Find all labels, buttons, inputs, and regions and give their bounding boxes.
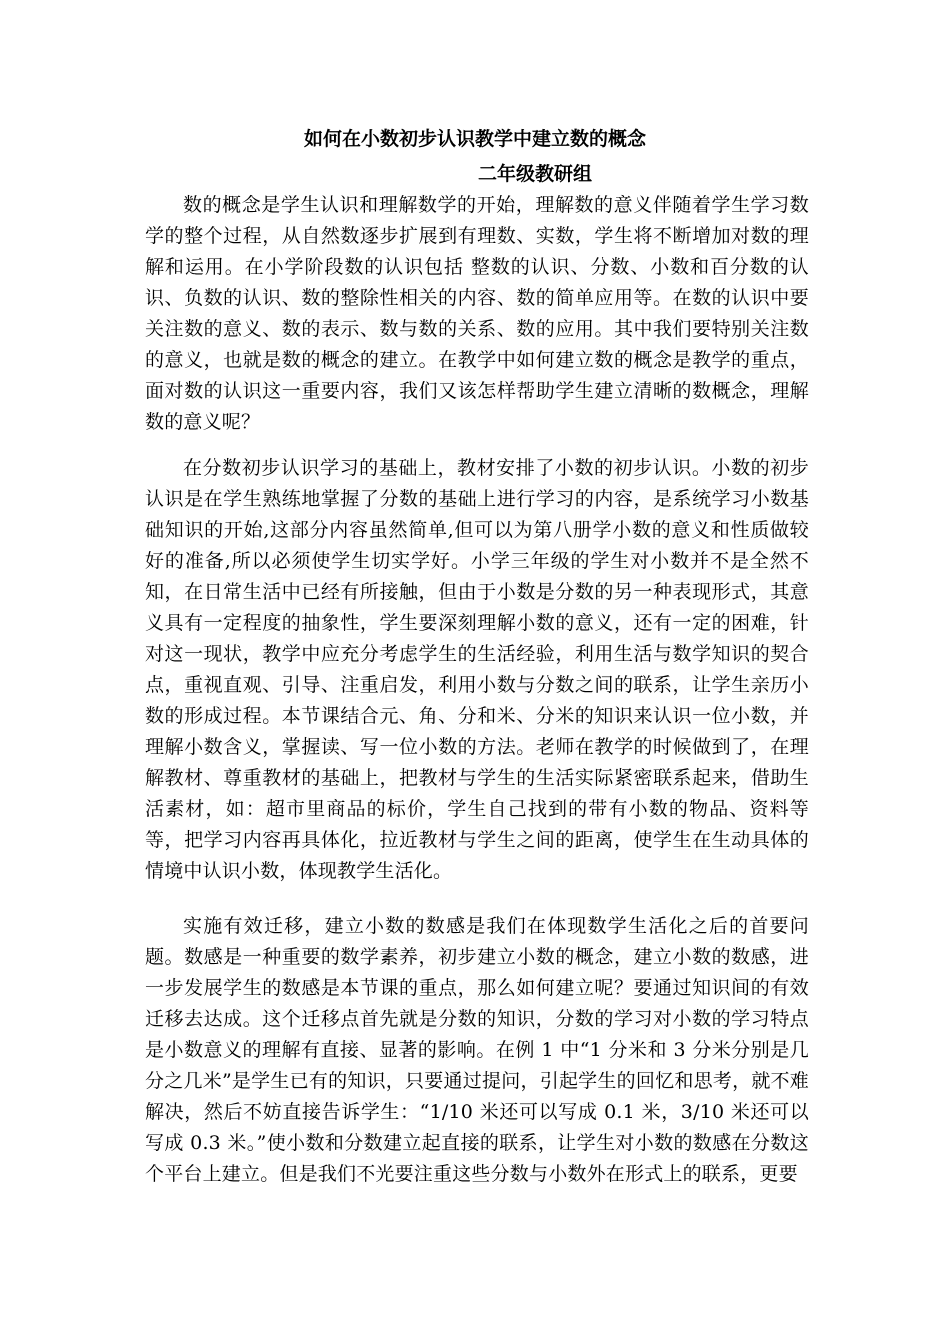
paragraph-2: 在分数初步认识学习的基础上，教材安排了小数的初步认识。小数的初步认识是在学生熟练地掌握了分数的基础上进行学习的内容，是系统学习小数基础知识的开始,这部分内容虽然简单,但可以为第八册学小数的意义和性质做较好的准备,所以必须使学生切实学好。小学三年级的学生对小数并不是全然不知，在日常生活中已经有所接触，但由于小数是分数的另一种表现形式，其意义具有一定程度的抽象性，学生要深刻理解小数的意义，还有一定的困难，针对这一现状，教学中应充分考虑学生的生活经验，利用生活与数学知识的契合点，重视直观、引导、注重启发，利用小数与分数之间的联系，让学生亲历小数的形成过程。本节课结合元、角、分和米、分米的知识来认识一位小数，并理解小数含义，掌握读、写一位小数的方法。老师在教学的时候做到了，在理解教材、尊重教材的基础上，把教材与学生的生活实际紧密联系起来，借助生活素材，如：超市里商品的标价，学生自己找到的带有小数的物品、资料等等，把学习内容再具体化，拉近教材与学生之间的距离，使学生在生动具体的情境中认识小数，体现教学生活化。 [145,457,809,882]
paragraph-1: 数的概念是学生认识和理解数学的开始，理解数的意义伴随着学生学习数学的整个过程，从自然数逐步扩展到有理数、实数，学生将不断增加对数的理解和运用。在小学阶段数的认识包括 整数的认识、分数、小数和百分数的认识、负数的认识、数的整除性相关的内容、数的简单应用等。在数的认识中要关注数的意义、数的表示、数与数的关系、数的应用。其中我们要特别关注数的意义，也就是数的概念的建立。在教学中如何建立数的概念是教学的重点，面对数的认识这一重要内容，我们又该怎样帮助学生建立清晰的数概念，理解数的意义呢？ [145,194,809,433]
document-title: 如何在小数初步认识教学中建立数的概念 [303,128,646,150]
document-author: 二年级教研组 [478,163,593,185]
paragraph-3: 实施有效迁移，建立小数的数感是我们在体现数学生活化之后的首要问题。数感是一种重要的数学素养，初步建立小数的概念，建立小数的数感，进一步发展学生的数感是本节课的重点，那么如何建立呢？要通过知识间的有效迁移去达成。这个迁移点首先就是分数的知识，分数的学习对小数的学习特点是小数意义的理解有直接、显著的影响。在例 1 中“1 分米和 3 分米分别是几分之几米”是学生已有的知识，只要通过提问，引起学生的回忆和思考，就不难解决，然后不妨直接告诉学生：“1/10 米还可以写成 0.1 米，3/10 米还可以写成 0.3 米。”使小数和分数建立起直接的联系，让学生对小数的数感在分数这个平台上建立。但是我们不光要注重这些分数与小数外在形式上的联系，更要 [145,915,809,1185]
